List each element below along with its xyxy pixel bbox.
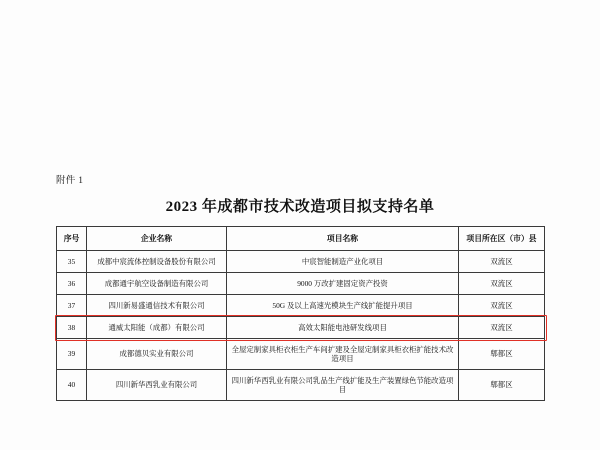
cell-enterprise: 成都通宇航空设备制造有限公司 bbox=[87, 273, 227, 295]
table-row bbox=[57, 339, 545, 370]
cell-region: 郫都区 bbox=[459, 339, 545, 370]
table-header-row bbox=[57, 227, 545, 251]
table-row bbox=[57, 370, 545, 401]
cell-region: 郫都区 bbox=[459, 370, 545, 401]
cell-index: 40 bbox=[57, 370, 87, 401]
cell-index: 35 bbox=[57, 251, 87, 273]
page-title: 2023 年成都市技术改造项目拟支持名单 bbox=[165, 199, 435, 215]
cell-project: 中宸智能制造产业化项目 bbox=[227, 251, 459, 273]
cell-region: 双流区 bbox=[459, 251, 545, 273]
table-row bbox=[57, 295, 545, 317]
cell-index: 37 bbox=[57, 295, 87, 317]
cell-enterprise: 通威太阳能（成都）有限公司 bbox=[87, 317, 227, 339]
cell-project: 全屋定制家具柜衣柜生产车间扩建及全屋定制家具柜衣柜扩能技术改造项目 bbox=[227, 339, 459, 370]
support-list-table bbox=[56, 226, 545, 401]
cell-enterprise: 四川新易盛通信技术有限公司 bbox=[87, 295, 227, 317]
cell-enterprise: 四川新华西乳业有限公司 bbox=[87, 370, 227, 401]
cell-index: 39 bbox=[57, 339, 87, 370]
cell-index: 36 bbox=[57, 273, 87, 295]
table-row bbox=[57, 251, 545, 273]
cell-project: 四川新华西乳业有限公司乳品生产线扩能及生产装置绿色节能改造项目 bbox=[227, 370, 459, 401]
table-row-highlighted bbox=[57, 317, 545, 339]
attachment-label: 附件 1 bbox=[56, 176, 84, 186]
cell-index: 38 bbox=[57, 317, 87, 339]
cell-enterprise: 成都中宸流体控制设备股份有限公司 bbox=[87, 251, 227, 273]
column-header-project: 项目名称 bbox=[227, 227, 459, 251]
table-header bbox=[57, 227, 545, 251]
cell-project: 9000 万改扩建固定资产投资 bbox=[227, 273, 459, 295]
cell-region: 双流区 bbox=[459, 273, 545, 295]
cell-enterprise: 成都德贝实业有限公司 bbox=[87, 339, 227, 370]
column-header-index: 序号 bbox=[57, 227, 87, 251]
table-row bbox=[57, 273, 545, 295]
document-content bbox=[56, 172, 544, 401]
cell-project: 高效太阳能电池研发线项目 bbox=[227, 317, 459, 339]
cell-region: 双流区 bbox=[459, 317, 545, 339]
cell-project: 50G 及以上高速光模块生产线扩能提升项目 bbox=[227, 295, 459, 317]
column-header-enterprise: 企业名称 bbox=[87, 227, 227, 251]
cell-region: 双流区 bbox=[459, 295, 545, 317]
column-header-region: 项目所在区（市）县 bbox=[459, 227, 545, 251]
table-body bbox=[57, 251, 545, 401]
